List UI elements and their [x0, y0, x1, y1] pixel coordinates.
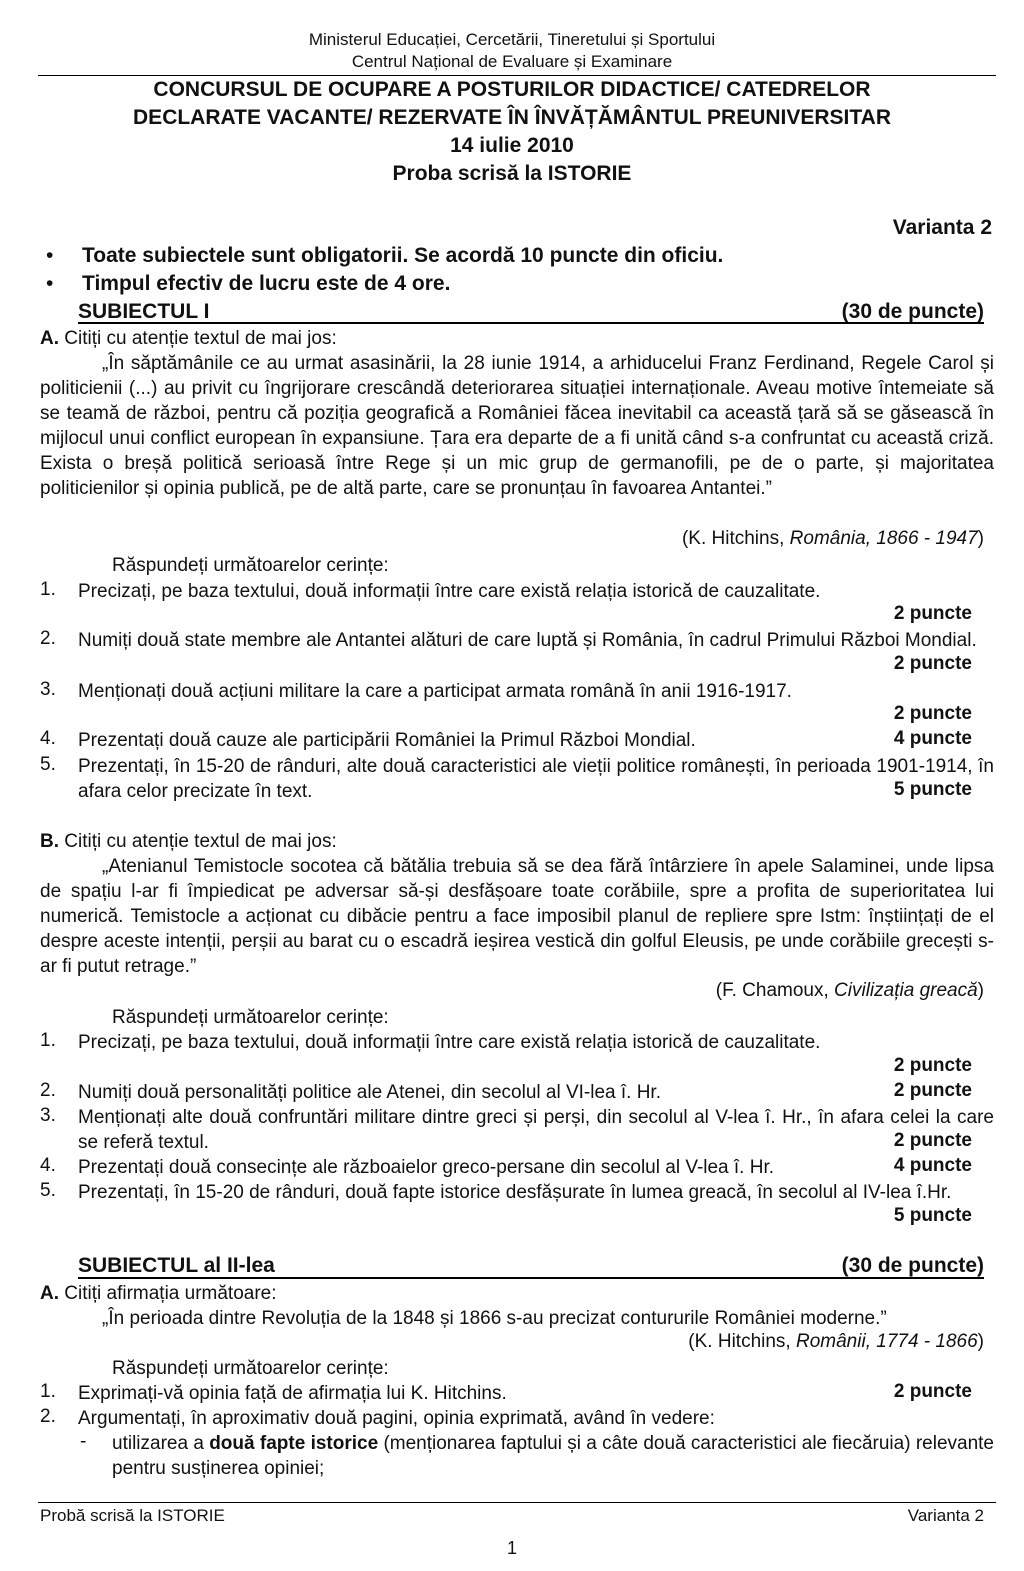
question-number: 2.	[40, 628, 56, 649]
question-number: 5.	[40, 1180, 56, 1201]
source-end: )	[977, 980, 984, 1001]
question-b2: Numiți două personalități politice ale Atenei, din secolul al VI-lea î. Hr.	[78, 1082, 661, 1103]
part-b-instruction: Citiți cu atenție textul de mai jos:	[64, 831, 337, 852]
question-a5: Prezentați, în 15-20 de rânduri, alte două caracteristici ale vieții politice românești, în perioada 1901-1914, în afara celor precizate în text.	[78, 756, 994, 802]
footer-divider	[38, 1502, 996, 1503]
ministry-name: Ministerul Educației, Cercetării, Tineretului și Sportului	[308, 30, 716, 49]
source-author: (K. Hitchins,	[681, 528, 790, 549]
points-b2: 2 puncte	[893, 1080, 972, 1101]
question-number: 2.	[40, 1406, 56, 1427]
instruction-2-text: Timpul efectiv de lucru este de 4 ore.	[82, 272, 451, 295]
part-b-label: B.	[40, 831, 59, 852]
question-b1: Precizați, pe baza textului, două informații între care există relația istorică de cauzalitate.	[78, 1032, 821, 1053]
requirement-post: (menționarea faptului și a câte două caracteristici ale fiecăruia) relevante pentru susținerea opiniei;	[112, 1433, 994, 1479]
dash-marker: -	[80, 1431, 87, 1452]
source-author: (K. Hitchins,	[688, 1331, 796, 1352]
subject-1-title: SUBIECTUL I	[78, 300, 210, 323]
variant-label: Varianta 2	[892, 216, 992, 239]
source-end: )	[977, 528, 984, 549]
header-divider	[38, 75, 996, 76]
subject-2-points: (30 de puncte)	[841, 1254, 984, 1277]
question-b5: Prezentați, în 15-20 de rânduri, două fapte istorice desfășurate în lumea greacă, în secolul al IV-lea î.Hr.	[78, 1182, 952, 1203]
question-number: 3.	[40, 679, 56, 700]
source-hitchins-1	[682, 528, 984, 550]
quote-hitchins-1848: „În perioada dintre Revoluția de la 1848 și 1866 s-au precizat contururile României moderne.”	[102, 1308, 887, 1329]
question-2a1: Exprimați-vă opinia față de afirmația lui K. Hitchins.	[78, 1383, 507, 1404]
bullet-icon: •	[46, 244, 54, 267]
part-2a-label: A.	[40, 1283, 59, 1304]
source-title: România, 1866 - 1947	[789, 528, 978, 549]
question-a4: Prezentați două cauze ale participării României la Primul Război Mondial.	[78, 730, 696, 751]
points-2a1: 2 puncte	[893, 1381, 972, 1402]
requirement-bullet	[112, 1431, 994, 1481]
question-number: 1.	[40, 1381, 56, 1402]
source-hitchins-2	[688, 1331, 984, 1353]
points-a4: 4 puncte	[893, 728, 972, 749]
title-line-2: DECLARATE VACANTE/ REZERVATE ÎN ÎNVĂȚĂMÂNTUL PREUNIVERSITAR	[133, 106, 891, 129]
quote-chamoux: „Atenianul Temistocle socotea că bătălia trebuia să se dea fără întârziere în apele Salaminei, unde lipsa de spațiu l-ar fi împiedicat pe adversar să-și desfășoare toate corăbiile, spre a profita de superioritatea lui numerică. Temistocle a acționat cu dibăcie pentru a face imposibil planul de repliere spre Istm: înștiințați de el despre aceste intenții, perșii au barat cu o escadră ieșirea vestică din golful Eleusis, pe unde corăbiile grecești s-ar fi putut retrage.”	[40, 856, 994, 977]
part-2a-instruction: Citiți afirmația următoare:	[64, 1283, 277, 1304]
question-number: 3.	[40, 1105, 56, 1126]
question-2a2: Argumentați, în aproximativ două pagini, opinia exprimată, având în vedere:	[78, 1408, 715, 1429]
exam-date: 14 iulie 2010	[450, 134, 574, 157]
source-title: Românii, 1774 - 1866	[796, 1331, 978, 1352]
points-b1: 2 puncte	[893, 1055, 972, 1076]
question-a3: Menționați două acțiuni militare la care a participat armata română în anii 1916-1917.	[78, 681, 792, 702]
subject-1-underline	[78, 322, 984, 324]
subject-2-underline	[78, 1277, 984, 1279]
instruction-2	[46, 272, 451, 296]
question-number: 2.	[40, 1080, 56, 1101]
question-number: 1.	[40, 1030, 56, 1051]
part-2a-intro	[40, 1281, 277, 1306]
points-a3: 2 puncte	[893, 703, 972, 724]
source-author: (F. Chamoux,	[715, 980, 835, 1001]
answer-intro-2a: Răspundeți următoarelor cerințe:	[112, 1358, 389, 1379]
bullet-icon: •	[46, 272, 54, 295]
footer-left: Probă scrisă la ISTORIE	[40, 1506, 225, 1525]
part-b-intro	[40, 829, 337, 854]
footer-right: Varianta 2	[907, 1506, 984, 1525]
source-chamoux	[716, 980, 984, 1002]
source-end: )	[977, 1331, 984, 1352]
answer-intro-b: Răspundeți următoarelor cerințe:	[112, 1007, 389, 1028]
subject-1-points: (30 de puncte)	[841, 300, 984, 323]
page-number: 1	[506, 1538, 517, 1558]
source-title: Civilizația greacă	[834, 980, 978, 1001]
question-b3: Menționați alte două confruntări militare dintre greci și perși, din secolul al V-lea î. Hr., în afara celei la care se referă textul.	[78, 1107, 994, 1153]
instruction-1	[46, 244, 724, 268]
points-b5: 5 puncte	[893, 1205, 972, 1226]
title-line-1: CONCURSUL DE OCUPARE A POSTURILOR DIDACTICE/ CATEDRELOR	[153, 78, 871, 101]
points-a2: 2 puncte	[893, 653, 972, 674]
points-a5: 5 puncte	[893, 779, 972, 800]
question-number: 4.	[40, 728, 56, 749]
part-a-intro	[40, 326, 337, 351]
question-number: 5.	[40, 754, 56, 775]
points-b3: 2 puncte	[893, 1130, 972, 1151]
evaluation-center: Centrul Național de Evaluare și Examinare	[351, 52, 673, 71]
question-number: 1.	[40, 579, 56, 600]
question-b4: Prezentați două consecințe ale războaielor greco-persane din secolul al V-lea î. Hr.	[78, 1157, 775, 1178]
requirement-bold: două fapte istorice	[209, 1433, 379, 1454]
part-a-label: A.	[40, 328, 59, 349]
points-b4: 4 puncte	[893, 1155, 972, 1176]
answer-intro-a: Răspundeți următoarelor cerințe:	[112, 555, 389, 576]
quote-hitchins-1914: „În săptămânile ce au urmat asasinării, la 28 iunie 1914, a arhiducelui Franz Ferdinand, Regele Carol și politicienii (...) au privit cu îngrijorare crescândă deteriorarea situației internaționale. Aveau motive întemeiate să se teamă de război, pentru că poziția geografică a României făcea inevitabil ca această țară să se găsească în mijlocul unui conflict european în expansiune. Țara era departe de a fi unită când s-a confruntat cu această criză. Exista o breșă politică serioasă între Rege și un mic grup de germanofili, pe de o parte, și majoritatea politicienilor și opinia publică, pe de altă parte, care se pronunțau în favoarea Antantei.”	[40, 353, 994, 499]
question-number: 4.	[40, 1155, 56, 1176]
question-a2: Numiți două state membre ale Antantei alături de care luptă și România, în cadrul Primului Război Mondial.	[78, 630, 977, 651]
subject-2-title: SUBIECTUL al II-lea	[78, 1254, 275, 1277]
part-a-instruction: Citiți cu atenție textul de mai jos:	[64, 328, 337, 349]
instruction-1-text: Toate subiectele sunt obligatorii. Se acordă 10 puncte din oficiu.	[82, 244, 724, 267]
exam-title: Proba scrisă la ISTORIE	[392, 162, 632, 185]
question-a1: Precizați, pe baza textului, două informații între care există relația istorică de cauzalitate.	[78, 581, 821, 602]
requirement-pre: utilizarea a	[112, 1433, 210, 1454]
points-a1: 2 puncte	[893, 603, 972, 624]
